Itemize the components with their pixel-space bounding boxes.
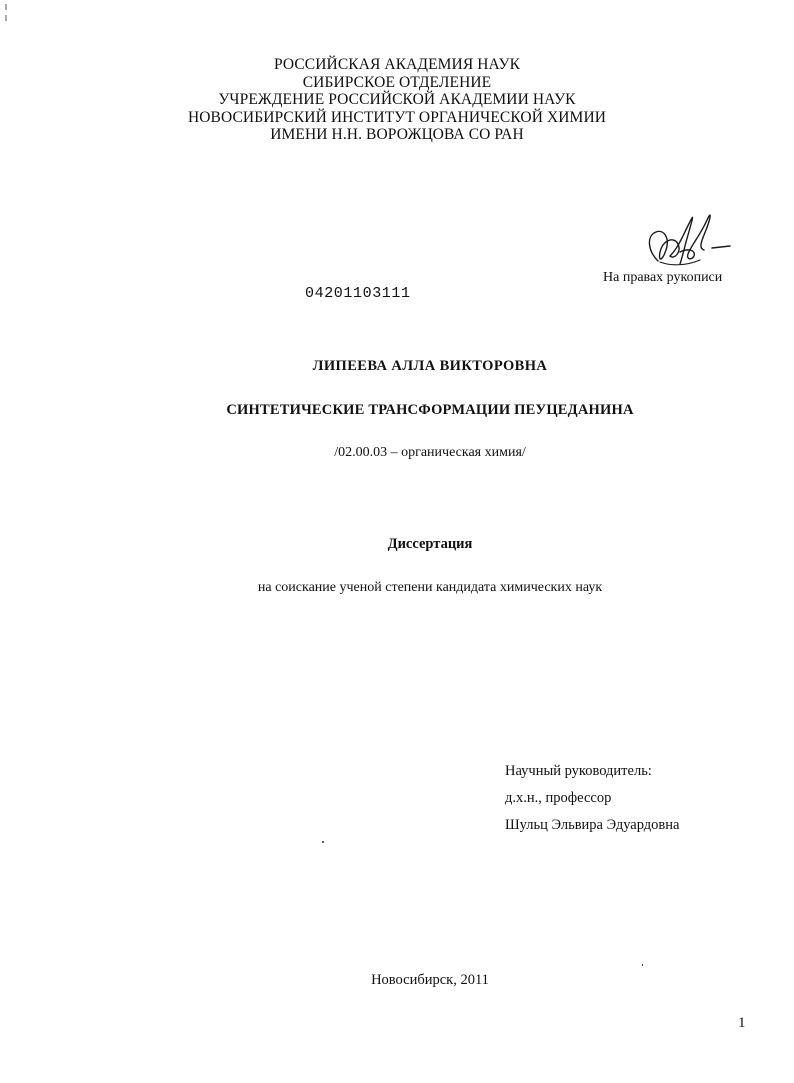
page-number: 1 <box>738 1015 746 1031</box>
supervisor-rank: д.х.н., профессор <box>505 790 612 806</box>
supervisor-name: Шульц Эльвира Эдуардовна <box>505 817 680 833</box>
document-type: Диссертация <box>387 536 473 552</box>
specialty-code: /02.00.03 – органическая химия/ <box>334 445 526 460</box>
scan-speck <box>642 964 643 966</box>
author-name: ЛИПЕЕВА АЛЛА ВИКТОРОВНА <box>312 358 548 374</box>
city-year: Новосибирск, 2011 <box>371 972 489 988</box>
header-line-branch: СИБИРСКОЕ ОТДЕЛЕНИЕ <box>302 73 492 91</box>
header-line-academy: РОССИЙСКАЯ АКАДЕМИЯ НАУК <box>273 56 521 73</box>
manuscript-rights-note: На правах рукописи <box>603 270 723 285</box>
header-line-named-after: ИМЕНИ Н.Н. ВОРОЖЦОВА СО РАН <box>270 126 524 143</box>
scan-speck <box>322 841 324 843</box>
degree-statement: на соискание ученой степени кандидата химических наук <box>257 580 603 595</box>
scan-edge-mark <box>5 4 7 22</box>
dissertation-title: СИНТЕТИЧЕСКИЕ ТРАНСФОРМАЦИИ ПЕУЦЕДАНИНА <box>226 402 634 418</box>
registration-code: 04201103111 <box>305 285 411 302</box>
supervisor-block <box>505 758 679 839</box>
header-line-institute: НОВОСИБИРСКИЙ ИНСТИТУТ ОРГАНИЧЕСКОЙ ХИМИИ <box>187 108 607 126</box>
header-line-institution: УЧРЕЖДЕНИЕ РОССИЙСКОЙ АКАДЕМИИ НАУК <box>218 91 576 108</box>
supervisor-label: Научный руководитель: <box>505 763 652 779</box>
institution-header <box>0 56 794 144</box>
